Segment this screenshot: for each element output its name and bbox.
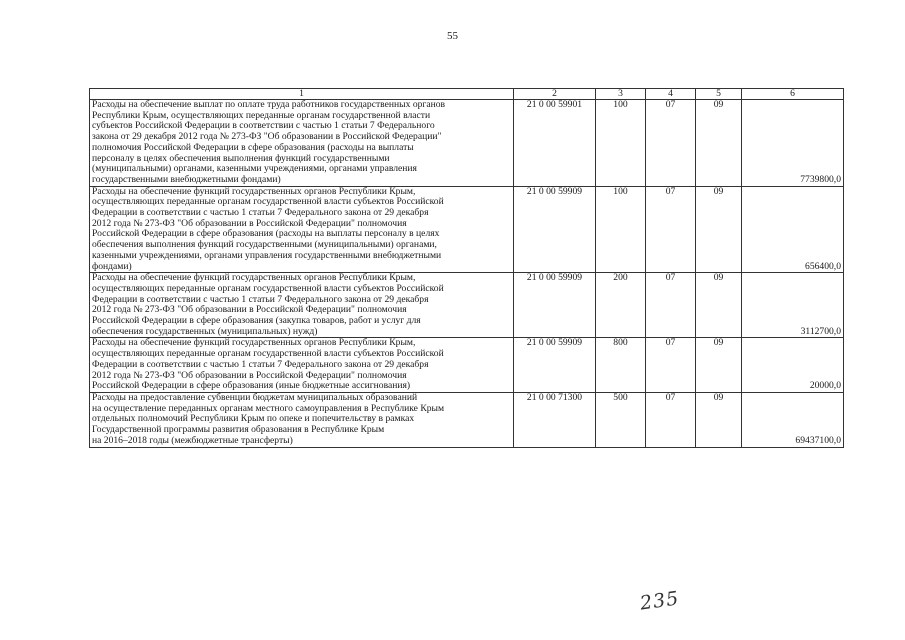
row-col4: 07 — [646, 186, 696, 273]
row-col5: 09 — [696, 338, 742, 393]
row-amount: 20000,0 — [742, 338, 844, 393]
row-description: Расходы на обеспечение функций государственных органов Республики Крым, осуществляющих переданные органам государственной власти субъектов Российской Федерации в соответствии с частью 1 статьи 7 Федерального закона от 29 декабря 2012 года № 273-ФЗ "Об образовании в Российской Федерации" полномочия Российской Федерации в сфере образования (расходы на выплаты персоналу в целях обеспечения выполнения функций государственными (муниципальными) органами, казенными учреждениями, органами управления государственными внебюджетными фондами) — [90, 186, 514, 273]
row-code: 21 0 00 71300 — [514, 392, 596, 447]
row-col3: 100 — [596, 100, 646, 187]
row-col4: 07 — [646, 338, 696, 393]
row-col5: 09 — [696, 273, 742, 338]
page-number: 55 — [447, 30, 458, 42]
budget-table — [89, 88, 844, 448]
row-amount: 3112700,0 — [742, 273, 844, 338]
row-code: 21 0 00 59909 — [514, 186, 596, 273]
row-col5: 09 — [696, 392, 742, 447]
row-description: Расходы на предоставление субвенции бюджетам муниципальных образований на осуществление переданных органам местного самоуправления в Республике Крым отдельных полномочий Республики Крым по опеке и попечительству в рамках Государственной программы развития образования в Республике Крым на 2016–2018 годы (межбюджетные трансферты) — [90, 392, 514, 447]
header-col-2: 2 — [514, 89, 596, 100]
header-col-4: 4 — [646, 89, 696, 100]
row-code: 21 0 00 59909 — [514, 273, 596, 338]
row-amount: 69437100,0 — [742, 392, 844, 447]
row-col5: 09 — [696, 100, 742, 187]
row-col3: 800 — [596, 338, 646, 393]
row-col3: 200 — [596, 273, 646, 338]
row-col3: 100 — [596, 186, 646, 273]
row-description: Расходы на обеспечение функций государственных органов Республики Крым, осуществляющих переданные органам государственной власти субъектов Российской Федерации в соответствии с частью 1 статьи 7 Федерального закона от 29 декабря 2012 года № 273-ФЗ "Об образовании в Российской Федерации" полномочия Российской Федерации в сфере образования (иные бюджетные ассигнования) — [90, 338, 514, 393]
table-row — [90, 186, 844, 273]
handwritten-page-note: 235 — [638, 587, 681, 615]
row-col3: 500 — [596, 392, 646, 447]
row-description: Расходы на обеспечение функций государственных органов Республики Крым, осуществляющих переданные органам государственной власти субъектов Российской Федерации в соответствии с частью 1 статьи 7 Федерального закона от 29 декабря 2012 года № 273-ФЗ "Об образовании в Российской Федерации" полномочия Российской Федерации в сфере образования (закупка товаров, работ и услуг для обеспечения государственных (муниципальных) нужд) — [90, 273, 514, 338]
table-row — [90, 273, 844, 338]
row-amount: 7739800,0 — [742, 100, 844, 187]
row-col4: 07 — [646, 273, 696, 338]
row-code: 21 0 00 59909 — [514, 338, 596, 393]
table-row — [90, 392, 844, 447]
row-description: Расходы на обеспечение выплат по оплате труда работников государственных органов Республики Крым, осуществляющих переданные органам государственной власти субъектов Российской Федерации в соответствии с частью 1 статьи 7 Федерального закона от 29 декабря 2012 года № 273-ФЗ "Об образовании в Российской Федерации" полномочия Российской Федерации в сфере образования (расходы на выплаты персоналу в целях обеспечения выполнения функций государственными (муниципальными) органами, казенными учреждениями, органами управления государственными внебюджетными фондами) — [90, 100, 514, 187]
table-row — [90, 338, 844, 393]
row-col5: 09 — [696, 186, 742, 273]
header-col-6: 6 — [742, 89, 844, 100]
header-col-5: 5 — [696, 89, 742, 100]
row-code: 21 0 00 59901 — [514, 100, 596, 187]
header-col-1: 1 — [90, 89, 514, 100]
table-row — [90, 100, 844, 187]
row-col4: 07 — [646, 100, 696, 187]
table-header-row — [90, 89, 844, 100]
row-amount: 656400,0 — [742, 186, 844, 273]
header-col-3: 3 — [596, 89, 646, 100]
row-col4: 07 — [646, 392, 696, 447]
